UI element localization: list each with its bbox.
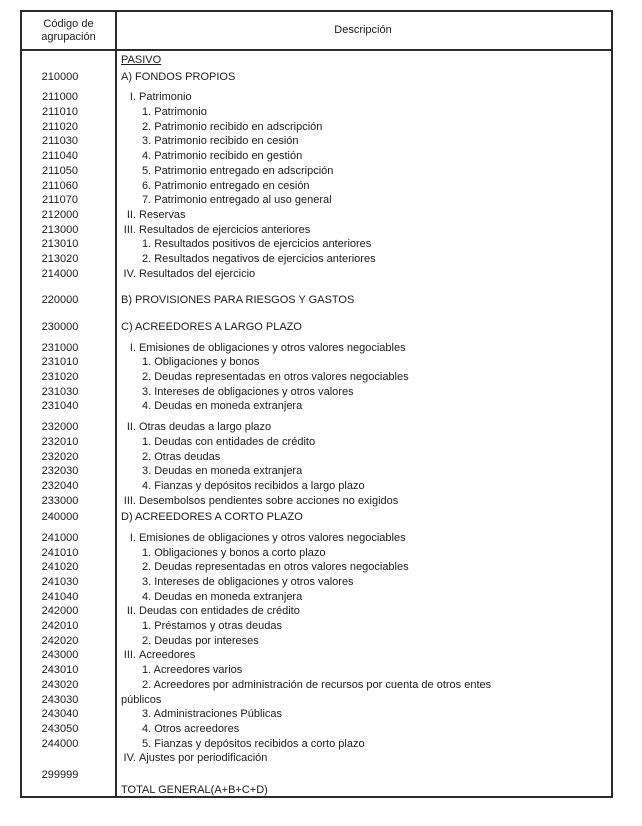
table-row — [22, 370, 611, 385]
desc-cell: PASIVO — [121, 54, 162, 66]
table-body — [22, 51, 611, 796]
code-cell: 233000 — [41, 494, 79, 507]
desc-cell: I. Emisiones de obligaciones y otros valores negociables — [115, 341, 611, 356]
table-row — [22, 619, 611, 634]
table-row — [22, 105, 611, 120]
desc-cell: III. Desembolsos pendientes sobre acciones no exigidos — [115, 494, 611, 509]
code-cell: 232010 — [41, 435, 79, 448]
code-cell: 213000 — [41, 223, 79, 236]
code-cell: 299999 — [41, 768, 79, 781]
code-cell: 211040 — [42, 150, 78, 163]
table-row — [22, 355, 611, 370]
code-cell: 211020 — [42, 120, 78, 133]
desc-cell: IV. Resultados del ejercicio — [115, 267, 611, 282]
table-row — [22, 783, 611, 798]
desc-cell: 1. Deudas con entidades de crédito — [142, 435, 316, 448]
table-row — [22, 634, 611, 649]
table-row — [22, 531, 611, 546]
desc-cell: III. Acreedores — [115, 648, 611, 663]
desc-cell: 2. Resultados negativos de ejercicios anteriores — [142, 252, 376, 265]
table-row — [22, 267, 611, 282]
code-cell: 243010 — [41, 664, 79, 677]
desc-cell: 6. Patrimonio entregado en cesión — [142, 179, 310, 192]
table-row — [22, 575, 611, 590]
code-cell: 243030 — [41, 693, 79, 706]
desc-cell: 4. Patrimonio recibido en gestión — [142, 150, 303, 163]
table-row — [22, 320, 611, 335]
table-row — [22, 385, 611, 400]
code-cell: 231020 — [41, 371, 79, 384]
code-cell: 243000 — [41, 649, 79, 662]
account-table — [20, 10, 613, 798]
roman-numeral: IV. — [123, 267, 136, 280]
table-row — [22, 90, 611, 105]
desc-cell: 3. Intereses de obligaciones y otros valores — [142, 576, 354, 588]
desc-cell: 2. Acreedores por administración de recursos por cuenta de otros entes — [142, 678, 492, 691]
table-row — [22, 560, 611, 575]
code-cell: 241010 — [41, 546, 79, 559]
table-row — [22, 149, 611, 164]
table-row — [22, 237, 611, 252]
desc-cell: B) PROVISIONES PARA RIESGOS Y GASTOS — [121, 294, 355, 307]
desc-cell: 1. Préstamos y otras deudas — [142, 620, 283, 633]
desc-cell: 1. Patrimonio — [142, 106, 207, 119]
code-cell: 232000 — [41, 421, 79, 434]
code-cell: 210000 — [41, 70, 79, 83]
desc-cell: 1. Obligaciones y bonos — [142, 356, 260, 369]
header-desc-column: Descripción — [334, 24, 392, 36]
desc-cell: 1. Resultados positivos de ejercicios anteriores — [142, 238, 372, 251]
code-cell: 211030 — [42, 135, 78, 148]
table-row — [22, 546, 611, 561]
desc-cell: I. Emisiones de obligaciones y otros valores negociables — [115, 531, 611, 546]
code-cell: 231040 — [41, 400, 79, 413]
roman-numeral: IV. — [123, 752, 136, 765]
roman-numeral: I. — [129, 531, 136, 544]
code-cell: 232030 — [41, 465, 79, 478]
desc-cell: 2. Patrimonio recibido en adscripción — [142, 120, 323, 133]
code-cell: 211050 — [42, 164, 78, 177]
table-row — [22, 193, 611, 208]
desc-cell: 1. Obligaciones y bonos a corto plazo — [142, 546, 326, 559]
table-row — [22, 53, 611, 68]
table-row — [22, 70, 611, 85]
table-row — [22, 420, 611, 435]
desc-cell: 1. Acreedores varios — [142, 664, 243, 677]
table-row — [22, 707, 611, 722]
roman-numeral: III. — [123, 649, 136, 662]
table-row — [22, 223, 611, 238]
desc-cell: 5. Patrimonio entregado en adscripción — [142, 164, 334, 177]
roman-numeral: II. — [126, 605, 136, 618]
desc-cell: A) FONDOS PROPIOS — [121, 70, 236, 83]
table-row — [22, 604, 611, 619]
desc-cell: 3. Deudas en moneda extranjera — [142, 465, 303, 478]
code-cell: 243050 — [41, 722, 79, 735]
desc-cell: 2. Deudas representadas en otros valores negociables — [142, 371, 409, 384]
desc-cell: 2. Otras deudas — [142, 450, 221, 463]
desc-cell: públicos — [121, 693, 162, 706]
code-cell: 211000 — [42, 91, 78, 104]
code-cell: 241030 — [41, 576, 79, 588]
code-cell: 232020 — [41, 450, 79, 463]
table-row — [22, 510, 611, 525]
desc-cell — [115, 768, 611, 783]
desc-cell: II. Reservas — [115, 208, 611, 223]
table-row — [22, 678, 611, 693]
code-cell — [22, 53, 115, 68]
table-row — [22, 464, 611, 479]
desc-cell: D) ACREEDORES A CORTO PLAZO — [121, 511, 303, 524]
code-cell: 214000 — [41, 267, 79, 280]
code-cell: 230000 — [41, 321, 79, 333]
code-cell: 242020 — [41, 634, 79, 647]
roman-numeral: II. — [126, 208, 136, 221]
desc-cell: 3. Intereses de obligaciones y otros valores — [142, 385, 354, 398]
code-cell: 241040 — [41, 590, 79, 603]
code-cell — [22, 783, 115, 798]
code-cell: 243040 — [41, 708, 79, 721]
table-row — [22, 722, 611, 737]
code-cell: 211070 — [42, 194, 78, 207]
desc-cell: 4. Deudas en moneda extranjera — [142, 400, 303, 413]
table-row — [22, 179, 611, 194]
code-cell: 231030 — [41, 385, 79, 398]
table-row — [22, 590, 611, 605]
table-row — [22, 768, 611, 783]
table-row — [22, 479, 611, 494]
roman-numeral: III. — [123, 494, 136, 507]
code-cell: 213010 — [41, 238, 79, 251]
code-cell: 240000 — [41, 511, 79, 524]
desc-cell: TOTAL GENERAL(A+B+C+D) — [121, 783, 268, 796]
roman-numeral: I. — [129, 91, 136, 104]
table-row — [22, 435, 611, 450]
code-cell: 220000 — [41, 294, 79, 307]
code-cell: 242000 — [41, 605, 79, 618]
desc-cell: 4. Deudas en moneda extranjera — [142, 590, 303, 603]
code-cell: 212000 — [41, 208, 79, 221]
code-cell: 244000 — [41, 737, 79, 750]
table-row — [22, 164, 611, 179]
desc-cell: C) ACREEDORES A LARGO PLAZO — [121, 321, 302, 333]
code-cell: 211060 — [42, 179, 78, 192]
code-cell: 243020 — [41, 678, 79, 691]
code-cell: 242010 — [41, 620, 79, 633]
desc-cell: 4. Fianzas y depósitos recibidos a largo plazo — [142, 479, 365, 492]
code-cell: 232040 — [41, 479, 79, 492]
roman-numeral: I. — [129, 341, 136, 354]
table-row — [22, 399, 611, 414]
desc-cell: 5. Fianzas y depósitos recibidos a corto plazo — [142, 737, 365, 750]
code-cell: 213020 — [41, 252, 79, 265]
code-cell — [22, 751, 115, 766]
table-row — [22, 208, 611, 223]
desc-cell: III. Resultados de ejercicios anteriores — [115, 223, 611, 238]
table-row — [22, 120, 611, 135]
table-row — [22, 737, 611, 752]
column-divider — [115, 12, 117, 796]
desc-cell: 2. Deudas representadas en otros valores negociables — [142, 561, 409, 574]
table-row — [22, 293, 611, 308]
desc-cell: II. Otras deudas a largo plazo — [115, 420, 611, 435]
code-cell: 241000 — [41, 531, 79, 544]
code-cell: 211010 — [42, 106, 78, 119]
table-row — [22, 134, 611, 149]
table-row — [22, 751, 611, 766]
roman-numeral: III. — [123, 223, 136, 236]
code-cell: 231010 — [41, 356, 79, 369]
desc-cell: I. Patrimonio — [115, 90, 611, 105]
table-row — [22, 341, 611, 356]
table-row — [22, 252, 611, 267]
table-row — [22, 648, 611, 663]
desc-cell: II. Deudas con entidades de crédito — [115, 604, 611, 619]
table-row — [22, 450, 611, 465]
header-code-column: Código de agrupación — [41, 17, 96, 43]
table-row — [22, 494, 611, 509]
desc-cell: 2. Deudas por intereses — [142, 634, 259, 647]
table-row — [22, 663, 611, 678]
desc-cell: 7. Patrimonio entregado al uso general — [142, 194, 332, 207]
roman-numeral: II. — [126, 421, 136, 434]
table-header — [22, 12, 611, 51]
desc-cell: 3. Administraciones Públicas — [142, 708, 283, 721]
code-cell: 241020 — [41, 561, 79, 574]
desc-cell: IV. Ajustes por periodificación — [115, 751, 611, 766]
desc-cell: 4. Otros acreedores — [142, 722, 240, 735]
desc-cell: 3. Patrimonio recibido en cesión — [142, 135, 299, 148]
code-cell: 231000 — [41, 341, 79, 354]
table-row — [22, 693, 611, 708]
